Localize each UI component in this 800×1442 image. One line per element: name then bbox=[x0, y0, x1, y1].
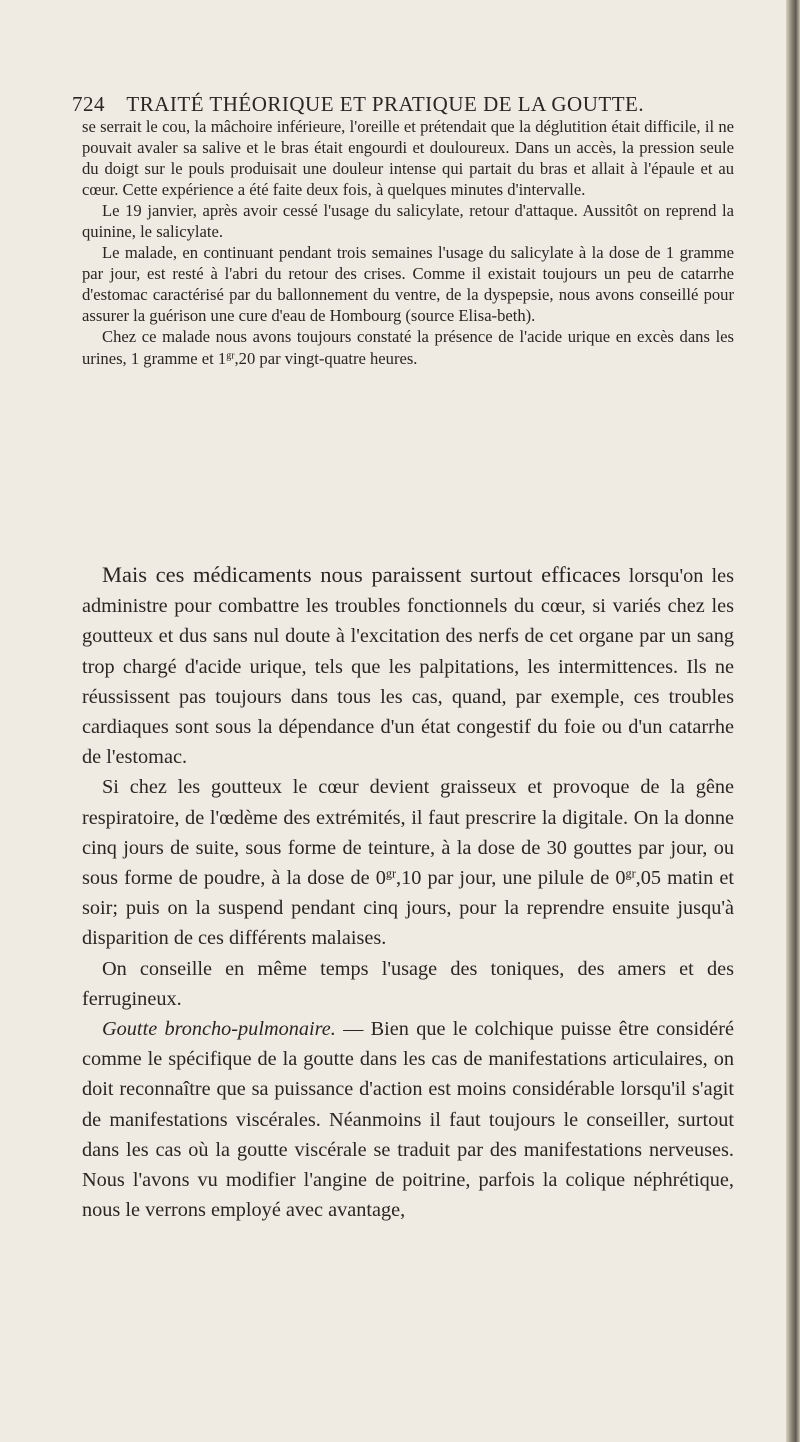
text-run: lorsqu'on les administre pour combattre les troubles fonctionnels du cœur, si variés chez les goutteux et dus sans nul doute à l'excitation des nerfs de cet organe par un sang trop chargé d'acide urique, tels que les palpitations, les intermittences. Ils ne réussissent pas toujours dans tous les cas, quand, par exemple, ces troubles cardiaques sont sous la dépendance d'un état congestif du foie ou d'un catarrhe de l'estomac. bbox=[82, 565, 734, 769]
text-run: Chez ce malade nous avons toujours constaté la présence de l'acide urique en excès dans les urines, 1 gramme et 1 bbox=[82, 327, 734, 368]
running-title: TRAITÉ THÉORIQUE ET PRATIQUE DE LA GOUTTE. bbox=[126, 92, 645, 116]
section-heading: Goutte broncho-pulmonaire. bbox=[102, 1018, 336, 1041]
running-header bbox=[72, 92, 692, 117]
paragraph bbox=[82, 560, 734, 772]
paragraph: Le 19 janvier, après avoir cessé l'usage du salicylate, retour d'attaque. Aussitôt on reprend la quinine, le salicylate. bbox=[82, 201, 734, 242]
page-edge-shadow bbox=[786, 0, 800, 1442]
paragraph bbox=[82, 1014, 734, 1225]
text-run: Mais ces médicaments nous paraissent surtout efficaces bbox=[102, 562, 621, 587]
paragraph: On conseille en même temps l'usage des toniques, des amers et des ferrugineux. bbox=[82, 957, 734, 1010]
unit-superscript: gr bbox=[226, 350, 235, 362]
main-body-text bbox=[82, 560, 734, 1225]
case-report-text bbox=[82, 116, 734, 369]
text-run: ,05 matin et soir; puis on la suspend pendant cinq jours, pour la reprendre ensuite jusqu'à disparition de ces différents malaises. bbox=[82, 867, 734, 950]
text-run: ,20 par vingt-quatre heures. bbox=[234, 348, 418, 368]
unit-superscript: gr bbox=[385, 866, 396, 881]
text-run: ,10 par jour, une pilule de 0 bbox=[396, 867, 626, 890]
paragraph bbox=[82, 326, 734, 368]
page-number: 724 bbox=[72, 92, 105, 116]
unit-superscript: gr bbox=[625, 866, 636, 881]
text-run: Si chez les goutteux le cœur devient graisseux et provoque de la gêne respiratoire, de l'œdème des extrémités, il faut prescrire la digitale. On la donne cinq jours de suite, sous forme de teinture, à la dose de 30 gouttes par jour, ou sous forme de poudre, à la dose de 0 bbox=[82, 776, 734, 890]
paragraph bbox=[82, 772, 734, 953]
paragraph: se serrait le cou, la mâchoire inférieure, l'oreille et prétendait que la déglutition était difficile, il ne pouvait avaler sa salive et le bras était engourdi et douloureux. Dans un accès, la pression seule du doigt sur le pouls produisait une douleur intense qui partait du bras et allait à l'épaule et au cœur. Cette expérience a été faite deux fois, à quelques minutes d'intervalle. bbox=[82, 117, 734, 200]
text-run: — Bien que le colchique puisse être considéré comme le spécifique de la goutte dans les cas de manifestations articulaires, on doit reconnaître que sa puissance d'action est moins considérable lorsqu'il s'agit de manifestations viscérales. Néanmoins il faut toujours le conseiller, surtout dans les cas où la goutte viscérale se traduit par des manifestations nerveuses. Nous l'avons vu modifier l'angine de poitrine, parfois la colique néphrétique, nous le verrons employé avec avantage, bbox=[82, 1018, 734, 1222]
paragraph: Le malade, en continuant pendant trois semaines l'usage du salicylate à la dose de 1 gramme par jour, est resté à l'abri du retour des crises. Comme il existait toujours un peu de catarrhe d'estomac caractérisé par du ballonnement du ventre, de la dyspepsie, nous avons conseillé pour assurer la guérison une cure d'eau de Hombourg (source Elisa-beth). bbox=[82, 243, 734, 326]
